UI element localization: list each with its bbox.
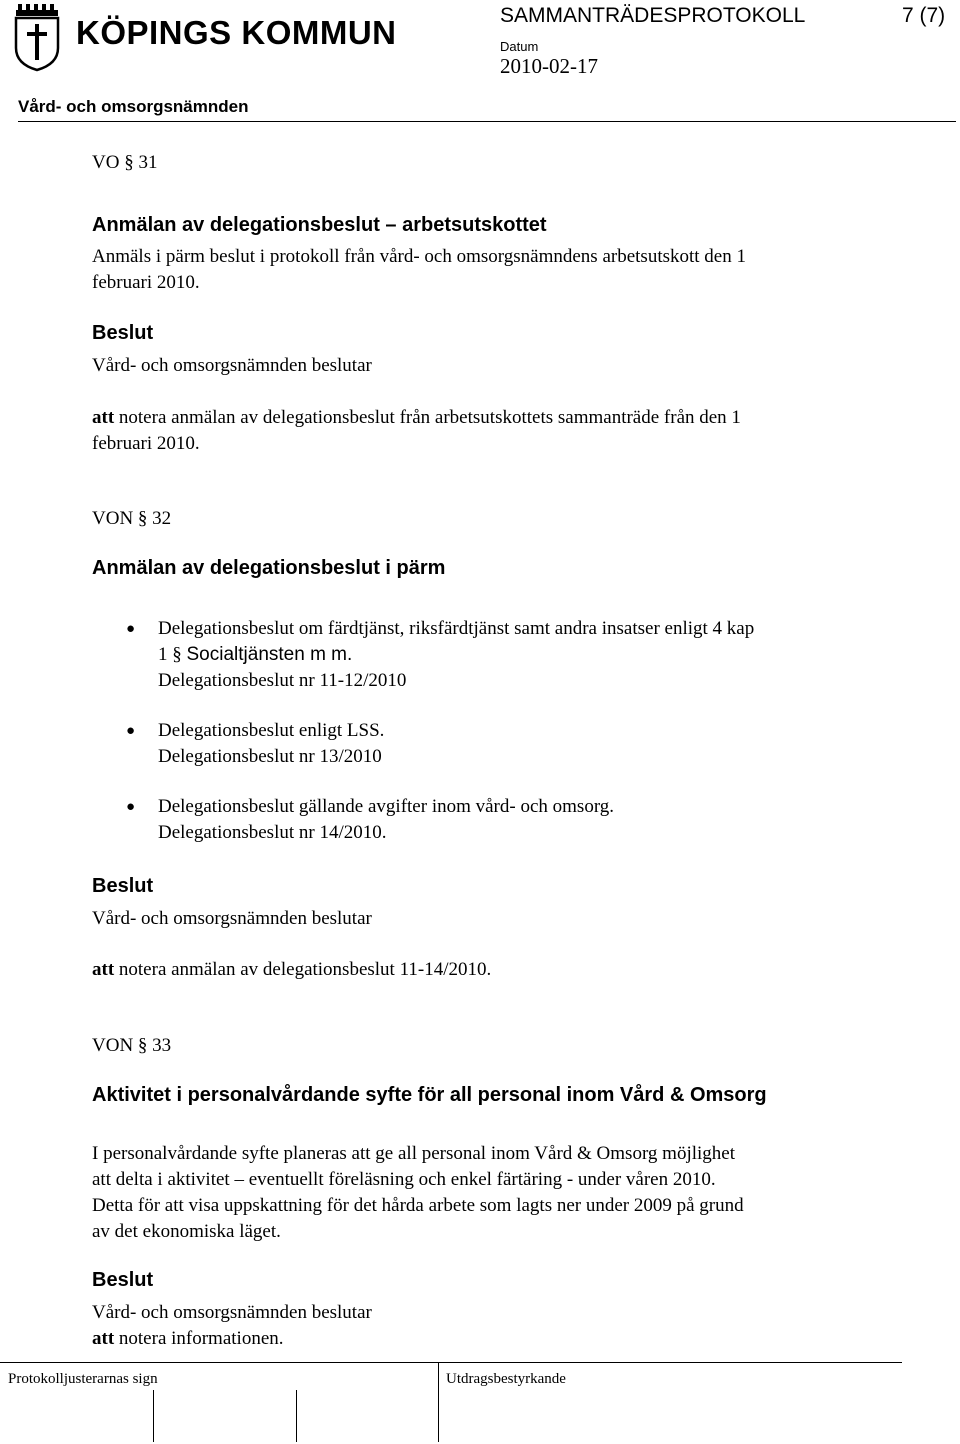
section-body-line: av det ekonomiska läget. bbox=[92, 1221, 281, 1242]
decision-text: notera anmälan av delegationsbeslut 11-14/2010. bbox=[118, 959, 492, 980]
decision-intro: Vård- och omsorgsnämnden beslutar bbox=[92, 1302, 372, 1323]
decision-line bbox=[92, 957, 872, 983]
date-value: 2010-02-17 bbox=[500, 54, 598, 78]
committee-name: Vård- och omsorgsnämnden bbox=[18, 97, 249, 116]
protocol-title: SAMMANTRÄDESPROTOKOLL bbox=[500, 4, 806, 27]
signature-field-divider bbox=[153, 1390, 154, 1442]
date-label: Datum bbox=[500, 39, 539, 54]
decision-intro: Vård- och omsorgsnämnden beslutar bbox=[92, 908, 372, 929]
decision-heading: Beslut bbox=[92, 1269, 154, 1291]
att-keyword: att bbox=[92, 407, 115, 428]
section-title: Anmälan av delegationsbeslut i pärm bbox=[92, 557, 446, 579]
delegation-list bbox=[126, 616, 876, 846]
decision-intro: Vård- och omsorgsnämnden beslutar bbox=[92, 355, 372, 376]
decision-line bbox=[92, 405, 872, 431]
signature-field-divider bbox=[296, 1390, 297, 1442]
att-keyword: att bbox=[92, 959, 115, 980]
list-item-text: 1 § Socialtjänsten m m. bbox=[158, 644, 353, 665]
coat-of-arms-icon bbox=[14, 2, 70, 72]
section-title: Anmälan av delegationsbeslut – arbetsutskottet bbox=[92, 214, 547, 236]
list-item-text: Delegationsbeslut enligt LSS. bbox=[158, 720, 385, 741]
section-body-line: Anmäls i pärm beslut i protokoll från vård- och omsorgsnämndens arbetsutskott den 1 bbox=[92, 246, 746, 267]
decision-heading: Beslut bbox=[92, 875, 154, 897]
list-item bbox=[126, 794, 876, 846]
footer-column-divider bbox=[438, 1362, 439, 1442]
bullet-icon: ● bbox=[126, 799, 136, 815]
page-number: 7 (7) bbox=[902, 4, 946, 27]
decision-line bbox=[92, 1326, 872, 1352]
section-code: VO § 31 bbox=[92, 152, 158, 173]
list-item-detail: Delegationsbeslut nr 14/2010. bbox=[158, 822, 387, 843]
list-item-detail: Delegationsbeslut nr 13/2010 bbox=[158, 746, 382, 767]
decision-text: notera anmälan av delegationsbeslut från arbetsutskottets sammanträde från den 1 bbox=[118, 407, 741, 428]
extract-certification-label: Utdragsbestyrkande bbox=[446, 1371, 566, 1387]
section-title: Aktivitet i personalvårdande syfte för all personal inom Vård & Omsorg bbox=[92, 1084, 767, 1106]
decision-heading: Beslut bbox=[92, 322, 154, 344]
bullet-icon: ● bbox=[126, 621, 136, 637]
signature-label: Protokolljusterarnas sign bbox=[8, 1371, 158, 1387]
decision-line: februari 2010. bbox=[92, 433, 200, 454]
decision-text: notera informationen. bbox=[118, 1328, 284, 1349]
logo-text: KÖPINGS KOMMUN bbox=[76, 14, 397, 51]
section-body-line: Detta för att visa uppskattning för det hårda arbete som lagts ner under 2009 på grund bbox=[92, 1195, 744, 1216]
att-keyword: att bbox=[92, 1328, 115, 1349]
section-body-line: I personalvårdande syfte planeras att ge all personal inom Vård & Omsorg möjlighet bbox=[92, 1143, 736, 1164]
list-item-detail: Delegationsbeslut nr 11-12/2010 bbox=[158, 670, 407, 691]
header-divider bbox=[18, 121, 956, 122]
bullet-icon: ● bbox=[126, 723, 136, 739]
list-item-text: Delegationsbeslut om färdtjänst, riksfärdtjänst samt andra insatser enligt 4 kap bbox=[158, 618, 755, 639]
list-item bbox=[126, 616, 876, 694]
list-item-text: Delegationsbeslut gällande avgifter inom vård- och omsorg. bbox=[158, 796, 615, 817]
list-item bbox=[126, 718, 876, 770]
section-code: VON § 33 bbox=[92, 1035, 172, 1056]
section-body-line: att delta i aktivitet – eventuellt föreläsning och enkel färtäring - under våren 2010. bbox=[92, 1169, 716, 1190]
section-body-line: februari 2010. bbox=[92, 272, 200, 293]
municipality-logo bbox=[14, 2, 397, 74]
footer-divider bbox=[0, 1362, 902, 1363]
section-code: VON § 32 bbox=[92, 508, 172, 529]
